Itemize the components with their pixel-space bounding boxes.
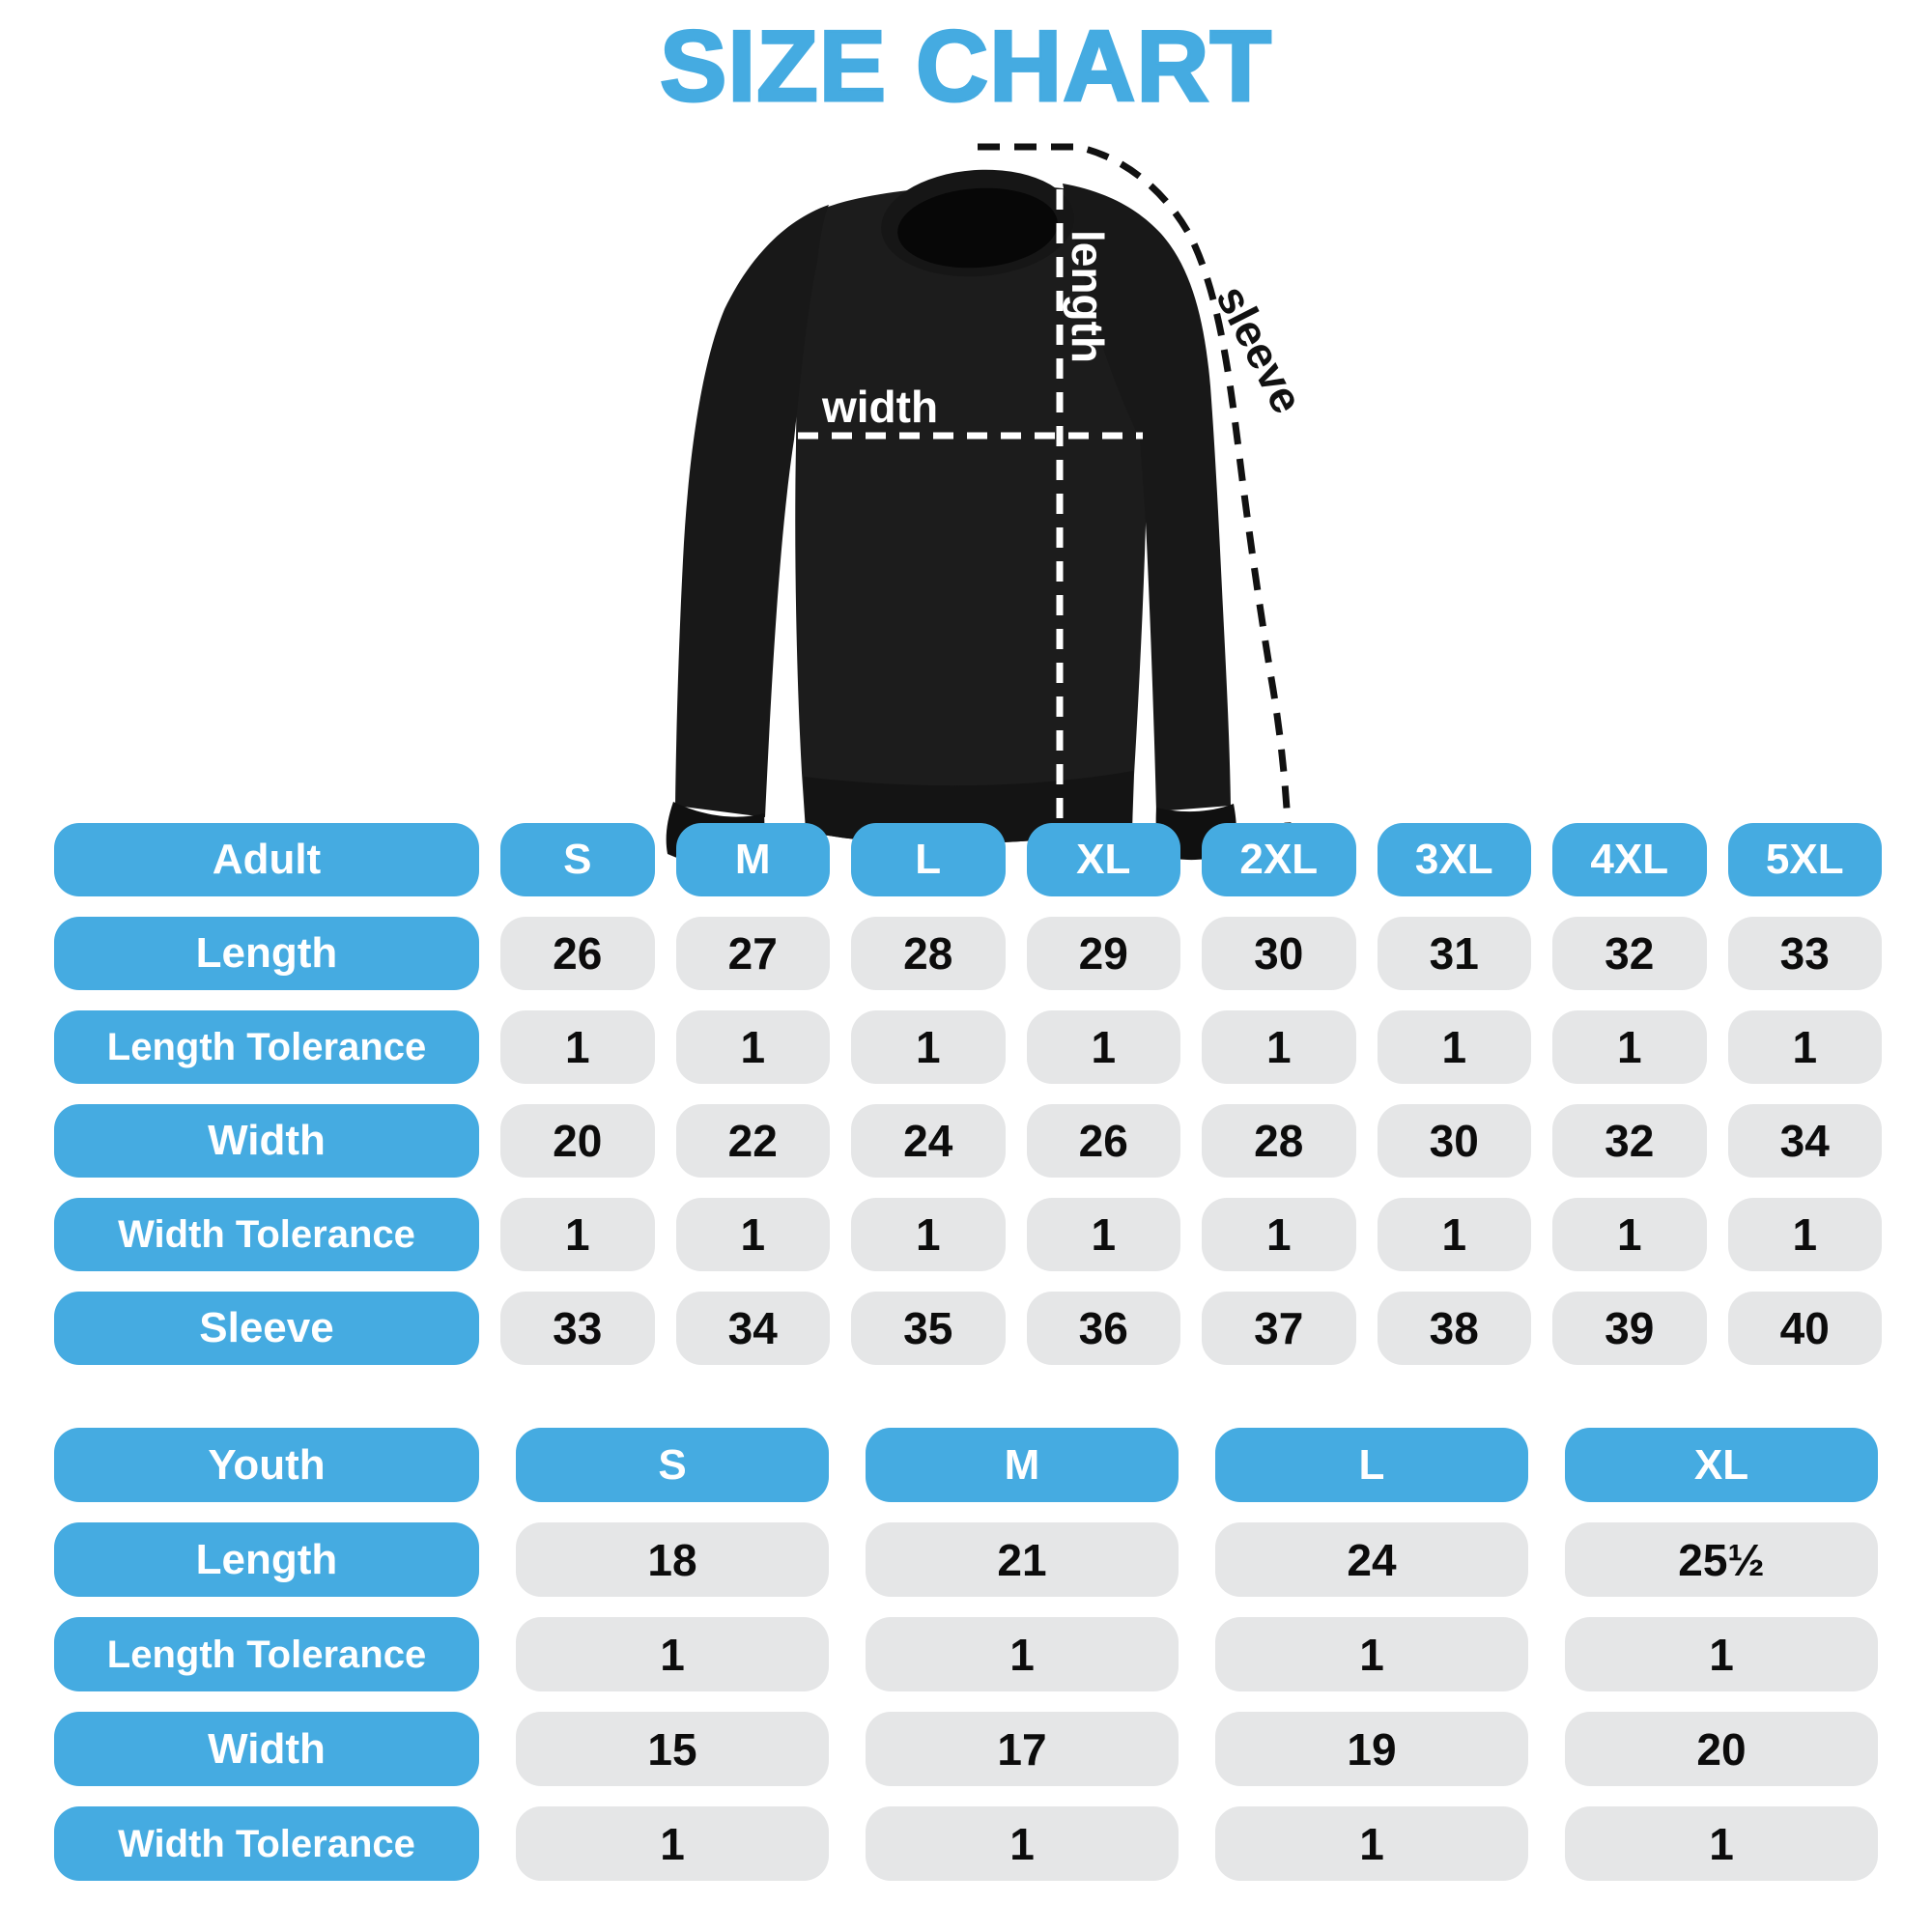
adult-size-header: 3XL (1378, 823, 1532, 896)
sleeve-measure-label: sleeve (1207, 276, 1314, 421)
length-measure-label: length (1063, 230, 1113, 363)
adult-value-cell: 33 (1728, 917, 1883, 990)
adult-value-cell: 1 (851, 1198, 1006, 1271)
adult-value-cell: 1 (1202, 1010, 1356, 1084)
youth-value-cell: 1 (866, 1806, 1179, 1881)
youth-size-header: S (516, 1428, 829, 1502)
adult-value-cell: 38 (1378, 1292, 1532, 1365)
adult-value-cell: 37 (1202, 1292, 1356, 1365)
youth-row-label-width: Width (54, 1712, 479, 1786)
youth-value-cell: 15 (516, 1712, 829, 1786)
youth-value-cell: 24 (1215, 1522, 1528, 1597)
adult-value-cell: 1 (676, 1010, 831, 1084)
adult-value-cell: 1 (1202, 1198, 1356, 1271)
adult-row-label-sleeve: Sleeve (54, 1292, 479, 1365)
adult-value-cell: 28 (1202, 1104, 1356, 1178)
adult-value-cell: 36 (1027, 1292, 1181, 1365)
adult-value-cell: 1 (500, 1198, 655, 1271)
adult-value-cell: 1 (500, 1010, 655, 1084)
adult-value-cell: 27 (676, 917, 831, 990)
adult-value-cell: 40 (1728, 1292, 1883, 1365)
adult-row-label-width-tolerance: Width Tolerance (54, 1198, 479, 1271)
youth-value-cell: 1 (1215, 1617, 1528, 1691)
youth-size-table (54, 1428, 1878, 1881)
adult-value-cell: 34 (1728, 1104, 1883, 1178)
youth-value-cell: 20 (1565, 1712, 1878, 1786)
adult-value-cell: 1 (1027, 1198, 1181, 1271)
adult-value-cell: 33 (500, 1292, 655, 1365)
page-title: SIZE CHART (660, 11, 1272, 123)
adult-row-label-length: Length (54, 917, 479, 990)
adult-size-header: XL (1027, 823, 1181, 896)
adult-value-cell: 32 (1552, 917, 1707, 990)
adult-row-label-length-tolerance: Length Tolerance (54, 1010, 479, 1084)
youth-row-label-length: Length (54, 1522, 479, 1597)
adult-size-header: M (676, 823, 831, 896)
adult-size-table (54, 823, 1882, 1365)
youth-size-header: M (866, 1428, 1179, 1502)
adult-value-cell: 39 (1552, 1292, 1707, 1365)
adult-size-header: 5XL (1728, 823, 1883, 896)
youth-value-cell: 1 (1565, 1617, 1878, 1691)
youth-size-header: XL (1565, 1428, 1878, 1502)
width-measure-label: width (822, 382, 939, 432)
youth-value-cell: 1 (516, 1806, 829, 1881)
adult-value-cell: 1 (1728, 1010, 1883, 1084)
youth-value-cell: 18 (516, 1522, 829, 1597)
adult-size-header: 4XL (1552, 823, 1707, 896)
adult-size-header: S (500, 823, 655, 896)
adult-value-cell: 34 (676, 1292, 831, 1365)
adult-value-cell: 29 (1027, 917, 1181, 990)
adult-value-cell: 1 (1552, 1010, 1707, 1084)
youth-value-cell: 17 (866, 1712, 1179, 1786)
adult-value-cell: 26 (1027, 1104, 1181, 1178)
youth-value-cell: 19 (1215, 1712, 1528, 1786)
adult-value-cell: 20 (500, 1104, 655, 1178)
youth-row-label-length-tolerance: Length Tolerance (54, 1617, 479, 1691)
youth-table-title: Youth (54, 1428, 479, 1502)
adult-table-title: Adult (54, 823, 479, 896)
adult-value-cell: 1 (851, 1010, 1006, 1084)
youth-value-cell: 1 (866, 1617, 1179, 1691)
youth-value-cell: 1 (516, 1617, 829, 1691)
adult-value-cell: 24 (851, 1104, 1006, 1178)
youth-size-header: L (1215, 1428, 1528, 1502)
adult-value-cell: 30 (1202, 917, 1356, 990)
adult-value-cell: 32 (1552, 1104, 1707, 1178)
adult-size-header: L (851, 823, 1006, 896)
adult-value-cell: 31 (1378, 917, 1532, 990)
youth-value-cell: 1 (1215, 1806, 1528, 1881)
adult-value-cell: 1 (1027, 1010, 1181, 1084)
youth-value-cell: 21 (866, 1522, 1179, 1597)
adult-value-cell: 1 (1552, 1198, 1707, 1271)
adult-value-cell: 1 (676, 1198, 831, 1271)
youth-value-cell: 25½ (1565, 1522, 1878, 1597)
adult-value-cell: 35 (851, 1292, 1006, 1365)
youth-value-cell: 1 (1565, 1806, 1878, 1881)
adult-value-cell: 22 (676, 1104, 831, 1178)
adult-row-label-width: Width (54, 1104, 479, 1178)
adult-size-header: 2XL (1202, 823, 1356, 896)
adult-value-cell: 30 (1378, 1104, 1532, 1178)
adult-value-cell: 1 (1378, 1010, 1532, 1084)
youth-row-label-width-tolerance: Width Tolerance (54, 1806, 479, 1881)
adult-value-cell: 1 (1378, 1198, 1532, 1271)
adult-value-cell: 1 (1728, 1198, 1883, 1271)
adult-value-cell: 28 (851, 917, 1006, 990)
adult-value-cell: 26 (500, 917, 655, 990)
